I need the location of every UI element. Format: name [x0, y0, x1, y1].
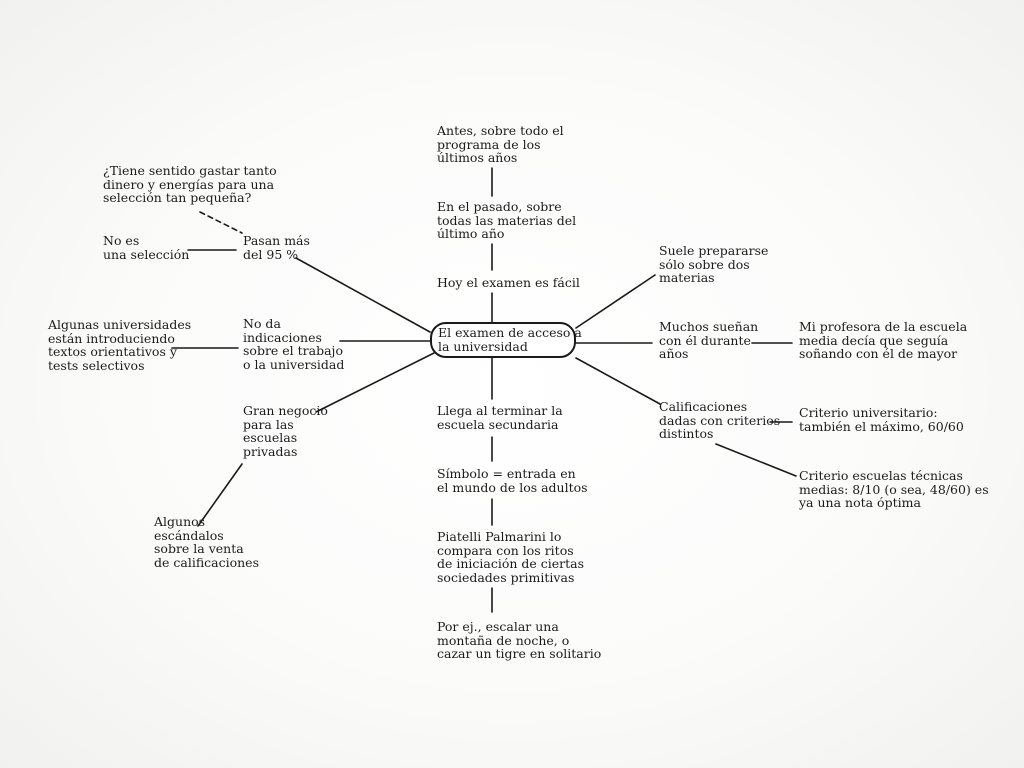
central-topic-label: El examen de acceso a la universidad [438, 325, 582, 354]
node-gran-negocio: Gran negocio para las escuelas privadas [243, 403, 328, 459]
node-simbolo: Símbolo = entrada en el mundo de los adultos [437, 466, 588, 495]
node-suele-prepararse: Suele prepararse sólo sobre dos materias [659, 243, 769, 285]
node-calificaciones: Calificaciones dadas con criterios distintos [659, 399, 781, 441]
node-hoy-facil: Hoy el examen es fácil [437, 275, 580, 290]
node-criterio-universitario: Criterio universitario: también el máximo, 60/60 [799, 405, 964, 434]
node-algunas-universidades: Algunas universidades están introduciendo textos orientativos y tests selectivos [48, 317, 192, 373]
node-escandalos: Algunos escándalos sobre la venta de calificaciones [154, 514, 259, 570]
node-criterio-tecnicas: Criterio escuelas técnicas medias: 8/10 (o sea, 48/60) es ya una nota óptima [799, 468, 989, 510]
node-tiene-sentido: ¿Tiene sentido gastar tanto dinero y energías para una selección tan pequeña? [103, 163, 277, 205]
node-pasado: En el pasado, sobre todas las materias del último año [437, 199, 577, 241]
node-piatelli: Piatelli Palmarini lo compara con los ritos de iniciación de ciertas sociedades primitivas [437, 529, 585, 585]
link-pasan-tiene [200, 212, 242, 233]
node-antes: Antes, sobre todo el programa de los últimos años [437, 123, 564, 165]
node-por-ejemplo: Por ej., escalar una montaña de noche, o cazar un tigre en solitario [437, 619, 602, 661]
link-calif-criterio-tec [716, 444, 796, 476]
node-llega: Llega al terminar la escuela secundaria [437, 403, 563, 432]
link-center-suele [576, 275, 655, 328]
node-pasan-mas: Pasan más del 95 % [243, 233, 310, 262]
link-center-calif [576, 358, 660, 404]
node-muchos-suenan: Muchos sueñan con él durante años [659, 319, 759, 361]
node-mi-profesora: Mi profesora de la escuela media decía que seguía soñando con él de mayor [799, 319, 968, 361]
node-no-es-seleccion: No es una selección [103, 233, 190, 262]
node-no-da-indicaciones: No da indicaciones sobre el trabajo o la universidad [243, 316, 345, 372]
